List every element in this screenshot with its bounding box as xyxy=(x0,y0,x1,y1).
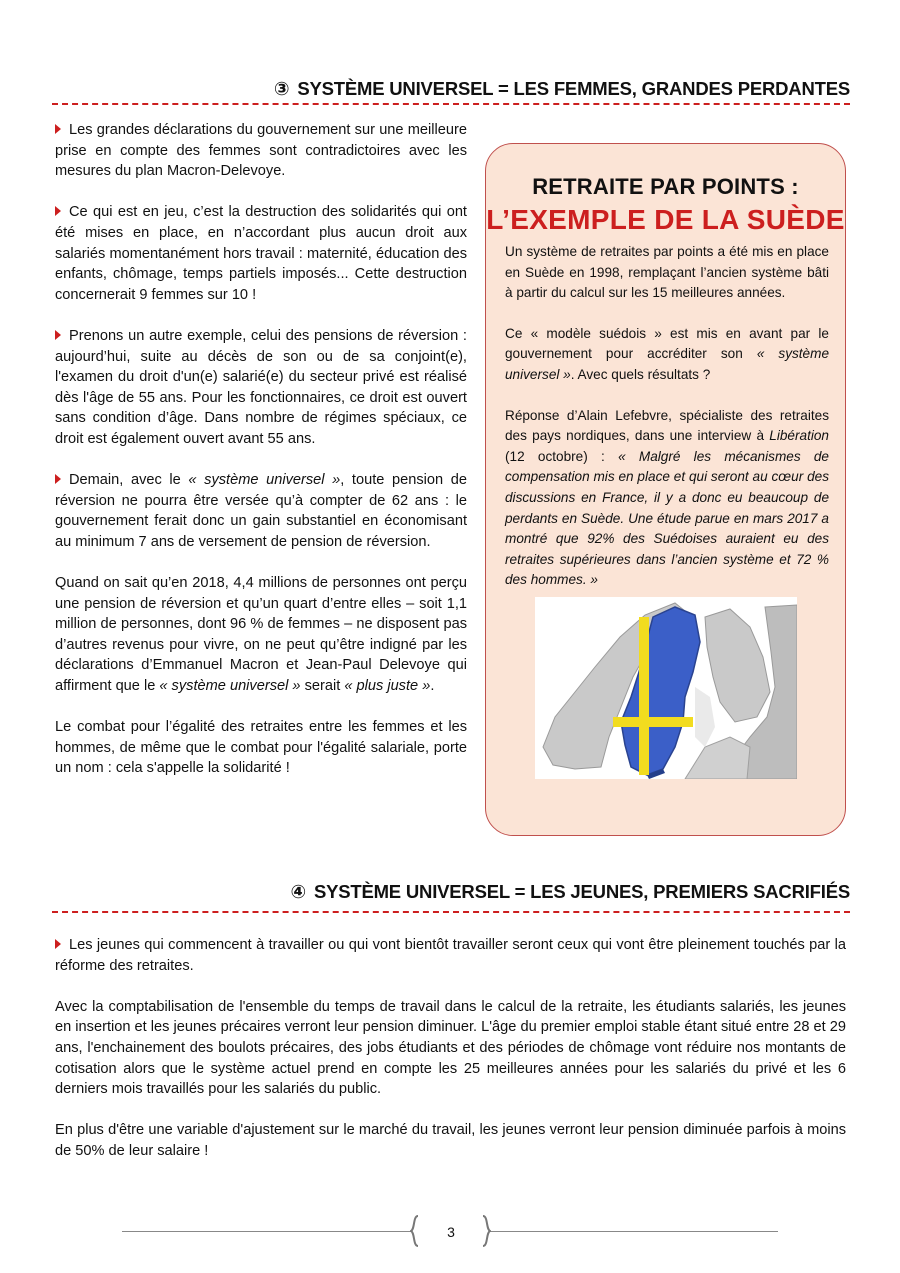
paragraph-text: Le combat pour l’égalité des retraites entre les femmes et les hommes, de même que le combat pour l'égalité salariale, porte un nom : cela s'appelle la solidarité ! xyxy=(55,719,467,777)
quote-emphasis: « système universel » xyxy=(188,472,341,489)
sweden-example-box xyxy=(485,143,846,836)
box-subtitle: L’EXEMPLE DE LA SUÈDE xyxy=(486,204,845,235)
box-title: RETRAITE PAR POINTS : xyxy=(532,174,799,199)
section-3-divider xyxy=(52,103,850,105)
section-3-title: SYSTÈME UNIVERSEL = LES FEMMES, GRANDES PERDANTES xyxy=(297,78,850,99)
left-column xyxy=(55,120,467,800)
paragraph xyxy=(505,406,829,591)
bottom-section xyxy=(55,935,846,1182)
paragraph-text: serait xyxy=(300,678,345,695)
paragraph xyxy=(55,1120,846,1161)
bullet-arrow-icon xyxy=(55,206,61,216)
paragraph-text: . Avec quels résultats ? xyxy=(570,366,711,382)
paragraph xyxy=(55,326,467,450)
paragraph xyxy=(55,120,467,182)
paragraph xyxy=(55,717,467,779)
paragraph xyxy=(55,997,846,1100)
quote-emphasis: Libération xyxy=(769,428,829,444)
paragraph-text: Prenons un autre exemple, celui des pensions de réversion : aujourd’hui, suite au décès de son ou de sa conjoint(e), l'examen du droit d'un(e) salarié(e) du secteur privé est réalisé dès l'âge de 55 ans. Pour les fonctionnaires, ce droit est ouvert sans condition d’âge. Dans nombre de régimes spéciaux, ce droit est également ouvert avant 55 ans. xyxy=(55,327,467,447)
bullet-arrow-icon xyxy=(55,939,61,949)
quote-emphasis: « plus juste » xyxy=(344,678,431,695)
paragraph-text: Ce « modèle suédois » est mis en avant par le gouvernement pour accréditer son xyxy=(505,325,829,362)
box-body xyxy=(505,242,829,611)
bullet-arrow-icon xyxy=(55,124,61,134)
section-4-number: ④ xyxy=(290,881,306,902)
bullet-arrow-icon xyxy=(55,474,61,484)
bullet-arrow-icon xyxy=(55,330,61,340)
paragraph-text: Quand on sait qu’en 2018, 4,4 millions de personnes ont perçu une pension de réversion et qu’un quart d’entre elles – soit 1,1 million de personnes, dont 96 % de femmes – ne disposent pas d’autres revenus pour vivre, on ne peut qu’être indigné par les déclarations d’Emmanuel Macron et Jean-Paul Delevoye qui affirment que le xyxy=(55,575,467,695)
paragraph xyxy=(55,935,846,976)
sweden-map-image xyxy=(535,597,797,779)
footer-line-left xyxy=(122,1231,412,1232)
paragraph xyxy=(55,573,467,697)
quote-emphasis: « système universel » xyxy=(159,678,301,695)
left-brace-icon xyxy=(410,1215,420,1247)
section-3-heading xyxy=(52,78,850,100)
paragraph-text: Demain, avec le xyxy=(69,472,189,489)
section-4-title: SYSTÈME UNIVERSEL = LES JEUNES, PREMIERS SACRIFIÉS xyxy=(313,881,850,902)
paragraph-text: Avec la comptabilisation de l'ensemble du temps de travail dans le calcul de la retraite, les étudiants salariés, les jeunes en insertion et les jeunes précaires verront leur pension diminuer. L'âge du premier emploi stable étant situé entre 28 et 29 ans, l'enchainement des boulots précaires, des jobs étudiants et des périodes de chômage vont réduire nos montants de cotisation alors que le système actuel prend en compte les 25 meilleures années pour les salariés du privé et les 6 derniers mois travaillés pour les salariés du public. xyxy=(55,998,846,1098)
paragraph-text: Ce qui est en jeu, c’est la destruction des solidarités qui ont été mises en place, en n’accordant plus aucun droit aux salariés momentanément hors travail : maternité, éducation des enfants, chômage, temps partiels imposés... Cette destruction concernerait 9 femmes sur 10 ! xyxy=(55,204,467,303)
paragraph-text: Les jeunes qui commencent à travailler ou qui vont bientôt travailler seront ceux qui vont être pleinement touchés par la réforme des retraites. xyxy=(55,937,846,974)
page-number: 3 xyxy=(447,1224,455,1240)
section-3-number: ③ xyxy=(273,78,290,99)
quote-emphasis: « système universel » xyxy=(505,346,830,382)
paragraph-text: . xyxy=(430,678,435,695)
paragraph xyxy=(505,324,829,386)
footer-line-right xyxy=(490,1231,778,1232)
section-4-divider xyxy=(52,911,850,913)
paragraph xyxy=(505,242,829,304)
paragraph-text: (12 octobre) : xyxy=(505,448,619,464)
right-brace-icon xyxy=(481,1215,491,1247)
quote-emphasis: « Malgré les mécanismes de compensation mis en place et qui seront au cœur des discussions en France, il y a donc eu beaucoup de perdants en Suède. Une étude parue en mars 2017 a montré que 92% des Suédoises auraient eu des retraites supérieures dans l’ancien système et 72 % des hommes. » xyxy=(505,448,829,588)
paragraph xyxy=(55,202,467,305)
paragraph xyxy=(55,470,467,552)
sweden-map-icon xyxy=(535,597,797,779)
paragraph-text: Réponse d’Alain Lefebvre, spécialiste des retraites des pays nordiques, dans une interview à xyxy=(505,407,829,444)
paragraph-text: En plus d'être une variable d'ajustement sur le marché du travail, les jeunes verront leur pension diminuée parfois à moins de 50% de leur salaire ! xyxy=(55,1122,846,1159)
section-4-heading xyxy=(52,881,850,903)
paragraph-text: , toute pension de réversion ne pourra être versée qu’à compter de 62 ans : le gouvernement ferait donc un gain substantiel en économisant au minimum 7 ans de versement de pension de réversion. xyxy=(55,472,467,550)
paragraph-text: Les grandes déclarations du gouvernement sur une meilleure prise en compte des femmes sont contradictoires avec les mesures du plan Macron-Delevoye. xyxy=(55,122,467,180)
paragraph-text: Un système de retraites par points a été mis en place en Suède en 1998, remplaçant l’ancien système bâti à partir du calcul sur les 15 meilleures années. xyxy=(505,244,829,301)
